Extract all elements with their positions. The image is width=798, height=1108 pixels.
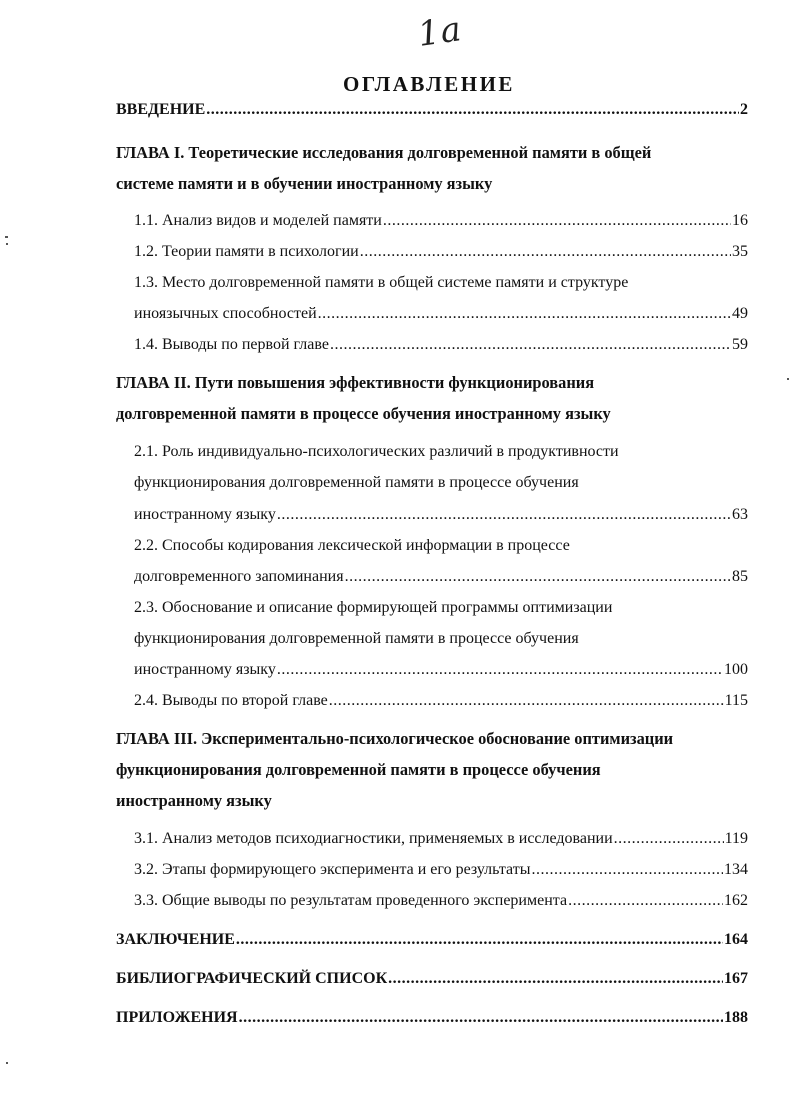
toc-entry-2-1[interactable] (134, 505, 748, 525)
leader-dots (329, 691, 724, 711)
toc-entry-page: 16 (732, 212, 748, 229)
chapter-3-heading-line-3[interactable]: иностранному языку (116, 791, 272, 810)
toc-entry-1-1[interactable] (134, 211, 748, 231)
toc-entry-1-3-line-1[interactable]: 1.3. Место долговременной памяти в общей системе памяти и структуре (134, 274, 629, 291)
toc-entry-1-4[interactable] (134, 335, 748, 355)
toc-entry-label: ВВЕДЕНИЕ (116, 101, 206, 118)
leader-dots (330, 335, 731, 355)
toc-entry-conclusion[interactable] (116, 930, 748, 950)
leader-dots (345, 567, 731, 587)
leader-dots (531, 860, 723, 880)
toc-entry-label: 3.2. Этапы формирующего эксперимента и его результаты (134, 861, 531, 878)
chapter-2-heading-line-1[interactable]: ГЛАВА II. Пути повышения эффективности функционирования (116, 373, 595, 392)
scan-speck (6, 1062, 8, 1064)
toc-entry-2-3-line-1[interactable]: 2.3. Обоснование и описание формирующей программы оптимизации (134, 599, 613, 616)
toc-entry-bibliography[interactable] (116, 969, 748, 989)
toc-entry-page: 164 (724, 931, 748, 948)
toc-entry-label: иностранному языку (134, 506, 276, 523)
toc-entry-1-2[interactable] (134, 242, 748, 262)
leader-dots (388, 969, 723, 989)
toc-entry-2-3-line-2[interactable]: функционирования долговременной памяти в процессе обучения (134, 630, 579, 647)
toc-entry-intro[interactable] (116, 100, 748, 120)
toc-entry-label: иноязычных способностей (134, 305, 317, 322)
chapter-2-heading-line-2[interactable]: долговременной памяти в процессе обучения иностранному языку (116, 404, 611, 423)
toc-entry-page: 35 (732, 243, 748, 260)
toc-entry-page: 134 (724, 861, 748, 878)
toc-entry-3-3[interactable] (134, 891, 748, 911)
toc-entry-label: долговременного запоминания (134, 568, 344, 585)
leader-dots (277, 660, 723, 680)
chapter-3-heading-line-2[interactable]: функционирования долговременной памяти в процессе обучения (116, 760, 601, 779)
toc-entry-2-2-line-1[interactable]: 2.2. Способы кодирования лексической информации в процессе (134, 537, 570, 554)
toc-entry-label: 3.1. Анализ методов психодиагностики, применяемых в исследовании (134, 830, 613, 847)
toc-entry-page: 188 (724, 1009, 748, 1026)
chapter-1-heading-line-2[interactable]: системе памяти и в обучении иностранному языку (116, 174, 493, 193)
toc-entry-label: 2.4. Выводы по второй главе (134, 692, 328, 709)
page-title: ОГЛАВЛЕНИЕ (343, 72, 515, 96)
leader-dots (568, 891, 723, 911)
toc-entry-page: 85 (732, 568, 748, 585)
toc-entry-page: 100 (724, 661, 748, 678)
toc-entry-label: 3.3. Общие выводы по результатам проведенного эксперимента (134, 892, 568, 909)
leader-dots (318, 304, 731, 324)
toc-entry-2-4[interactable] (134, 691, 748, 711)
scan-speck (6, 243, 8, 245)
toc-entry-2-2[interactable] (134, 567, 748, 587)
leader-dots (206, 100, 739, 120)
chapter-3-heading-line-1[interactable]: ГЛАВА III. Экспериментально-психологическое обоснование оптимизации (116, 729, 674, 748)
toc-entry-page: 59 (732, 336, 748, 353)
toc-entry-label: иностранному языку (134, 661, 276, 678)
toc-entry-label: 1.1. Анализ видов и моделей памяти (134, 212, 382, 229)
toc-entry-label: ЗАКЛЮЧЕНИЕ (116, 931, 235, 948)
leader-dots (277, 505, 731, 525)
leader-dots (236, 930, 723, 950)
toc-entry-page: 63 (732, 506, 748, 523)
toc-entry-page: 119 (724, 830, 748, 847)
toc-entry-label: 1.4. Выводы по первой главе (134, 336, 329, 353)
toc-entry-2-3[interactable] (134, 660, 748, 680)
toc-entry-page: 115 (724, 692, 748, 709)
toc-entry-page: 49 (732, 305, 748, 322)
handwritten-page-mark: 1a (415, 9, 465, 55)
toc-entry-2-1-line-2[interactable]: функционирования долговременной памяти в процессе обучения (134, 474, 579, 491)
toc-entry-3-2[interactable] (134, 860, 748, 880)
leader-dots (239, 1008, 723, 1028)
chapter-1-heading-line-1[interactable]: ГЛАВА I. Теоретические исследования долговременной памяти в общей (116, 143, 652, 162)
toc-entry-page: 167 (724, 970, 748, 987)
scan-speck (5, 236, 8, 238)
leader-dots (614, 829, 724, 849)
leader-dots (360, 242, 731, 262)
toc-entry-3-1[interactable] (134, 829, 748, 849)
toc-entry-label: 1.2. Теории памяти в психологии (134, 243, 359, 260)
scan-speck (787, 378, 789, 380)
toc-entry-1-3[interactable] (134, 304, 748, 324)
leader-dots (383, 211, 731, 231)
toc-entry-page: 2 (740, 101, 748, 118)
toc-entry-page: 162 (724, 892, 748, 909)
toc-entry-2-1-line-1[interactable]: 2.1. Роль индивидуально-психологических различий в продуктивности (134, 443, 619, 460)
toc-entry-label: БИБЛИОГРАФИЧЕСКИЙ СПИСОК (116, 970, 388, 987)
toc-entry-label: ПРИЛОЖЕНИЯ (116, 1009, 238, 1026)
toc-entry-appendices[interactable] (116, 1008, 748, 1028)
